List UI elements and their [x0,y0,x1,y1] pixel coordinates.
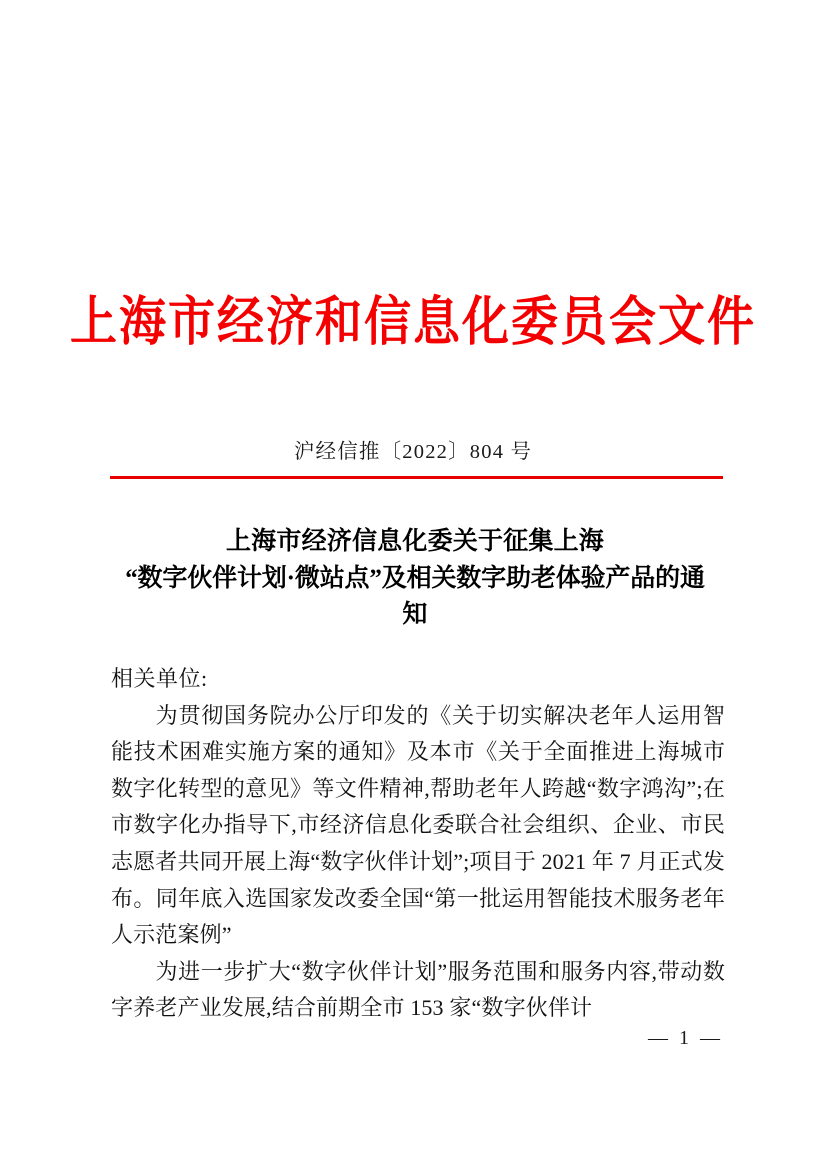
document-title [103,524,727,634]
body-paragraph-2 [111,954,725,1027]
red-divider-rule [110,476,723,479]
body-paragraph-2-text: 为进一步扩大“数字伙伴计划”服务范围和服务内容,带动数字养老产业发展,结合前期全市 153 家“数字伙伴计 [111,958,725,1021]
letterhead-title: 上海市经济和信息化委员会文件 [70,293,756,352]
document-title-line-2: “数字伙伴计划·微站点”及相关数字助老体验产品的通 [125,564,705,592]
document-title-line-3: 知 [402,601,428,628]
body-paragraph-1 [111,698,725,954]
document-serial-number: 沪经信推〔2022〕804 号 [293,441,533,463]
document-body [111,661,725,1027]
document-title-line-1: 上海市经济信息化委关于征集上海 [225,528,604,555]
body-paragraph-1-text: 为贯彻国务院办公厅印发的《关于切实解决老年人运用智能技术困难实施方案的通知》及本市《关于全面推进上海城市数字化转型的意见》等文件精神,帮助老年人跨越“数字鸿沟”;在市数字化办指导下,市经济信息化委联合社会组织、企业、市民志愿者共同开展上海“数字伙伴计划”;项目于 2021 年 7 月正式发布。同年底入选国家发改委全国“第一批运用智能技术服务老年人示范案例” [111,702,725,948]
page-number-footer: — 1 — [648,1027,723,1049]
salutation: 相关单位: [111,666,208,691]
